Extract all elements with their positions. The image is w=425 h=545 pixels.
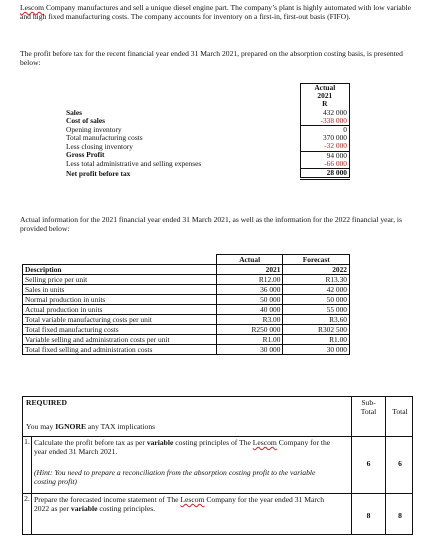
- intro-paragraph-2: The profit before tax for the recent financial year ended 31 March 2021, prepared on the absorption costing basis, is presented below:: [20, 49, 403, 68]
- subtotal-header: Sub- Total: [360, 398, 377, 417]
- tax-note: You may IGNORE any TAX implications: [26, 422, 156, 431]
- row-admin-selling: Less total administrative and selling expenses -66 000: [64, 160, 350, 169]
- table-row: Actual production in units 40 000 55 000: [23, 305, 350, 315]
- table-row: Variable selling and administration costs per unit R1.00 R1.00: [23, 335, 350, 345]
- row-cost-of-sales: Cost of sales -338 000: [64, 117, 350, 126]
- table-row: Sales in units 36 000 42 000: [23, 285, 350, 295]
- question-subtotal: 8: [366, 511, 371, 520]
- intro-paragraph-1: Lescom Company manufactures and sell a unique diesel engine part. The company’s plant is highly automated with low variable and high fixed manufacturing costs. The company accounts for inventory on a first-in, first-out basis (FIFO).: [20, 3, 412, 22]
- header-year: 2021: [300, 92, 349, 100]
- question-1: [23, 436, 412, 494]
- table-row: Total fixed selling and administration costs 30 000 30 000: [23, 345, 350, 355]
- header-actual: Actual: [300, 84, 349, 93]
- table-row: Selling price per unit R12.00 R13.30: [23, 275, 350, 285]
- required-title: REQUIRED: [26, 398, 67, 407]
- row-net-profit: Net profit before tax 28 000: [64, 169, 350, 179]
- question-total: 8: [398, 511, 402, 520]
- row-opening-inventory: Opening inventory 0: [64, 126, 350, 135]
- required-box: [22, 396, 413, 535]
- question-2: [23, 493, 412, 534]
- question-number: 1.: [23, 437, 32, 494]
- header-description: Description: [23, 265, 217, 275]
- question-hint: (Hint: You need to prepare a reconciliation from the absorption costing profit to the variable costing profit): [34, 467, 316, 486]
- actual-info-paragraph: Actual information for the 2021 financial year ended 31 March 2021, as well as the information for the 2022 financial year, is provided below:: [20, 215, 403, 234]
- header-forecast: Forecast: [283, 255, 350, 265]
- actual-forecast-table: [22, 254, 350, 355]
- subheader-2022: 2022: [283, 265, 350, 275]
- subheader-2021: 2021: [216, 265, 283, 275]
- total-header: Total: [392, 407, 408, 416]
- question-number: 2.: [23, 494, 32, 534]
- company-name: Lescom: [20, 3, 45, 12]
- row-sales: Sales 432 000: [64, 109, 350, 117]
- question-total: 6: [398, 459, 402, 468]
- table-row: Normal production in units 50 000 50 000: [23, 295, 350, 305]
- question-text: Prepare the forecasted income statement of The Lescom Company for the year ended 31 March 2022 as per variable costing principles.: [34, 495, 325, 514]
- table-row: Total fixed manufacturing costs R250 000 R302 500: [23, 325, 350, 335]
- row-gross-profit: Gross Profit 94 000: [64, 151, 350, 160]
- row-closing-inventory: Less closing inventory -32 000: [64, 142, 350, 151]
- income-statement-table: [64, 83, 350, 180]
- header-actual: Actual: [216, 255, 283, 265]
- question-subtotal: 6: [366, 459, 371, 468]
- table-row: Total variable manufacturing costs per unit R3.00 R3.60: [23, 315, 350, 325]
- header-currency: R: [300, 100, 349, 108]
- question-text: Calculate the profit before tax as per variable costing principles of The Lescom Company for the year ended 31 March 2021. (Hint: You need to prepare a reconciliation from the absorption costing profit to the variable costing profit): [34, 438, 336, 486]
- row-total-manufacturing: Total manufacturing costs 370 000: [64, 134, 350, 142]
